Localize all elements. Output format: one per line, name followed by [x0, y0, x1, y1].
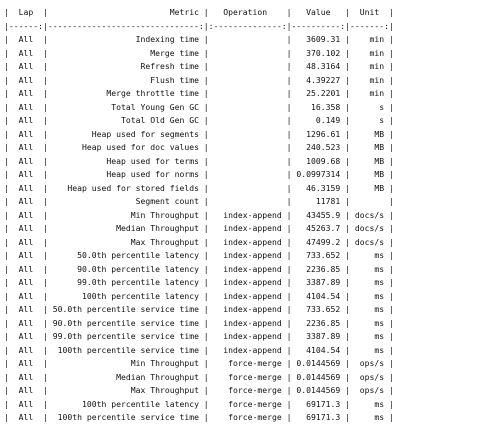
cell-unit: min [354, 88, 385, 98]
cell-operation: index-append [213, 236, 282, 247]
table-row: | All | Median Throughput | force-merge | 0.0144569 | ops/s | [4, 371, 394, 382]
cell-metric: Median Throughput [52, 371, 199, 382]
cell-operation: index-append [213, 209, 282, 220]
cell-metric: Heap used for norms [52, 169, 199, 179]
cell-unit: docs/s [354, 236, 385, 247]
table-body [4, 33, 500, 425]
table-row: | All | Flush time | | 4.39227 | min | [4, 74, 394, 85]
cell-operation: index-append [213, 304, 282, 314]
cell-value: 4.39227 [296, 74, 341, 85]
cell-unit: MB [354, 182, 385, 193]
table-row: | All | Indexing time | | 3609.31 | min | [4, 34, 394, 44]
cell-value: 69171.3 [296, 398, 341, 409]
cell-lap: All [13, 277, 39, 287]
cell-operation: force-merge [213, 385, 282, 395]
cell-unit: s [354, 101, 385, 112]
cell-lap: All [13, 398, 39, 409]
cell-metric: 50.0th percentile latency [52, 250, 199, 260]
table-row: | All | Refresh time | | 48.3164 | min | [4, 61, 394, 71]
cell-operation: index-append [213, 290, 282, 301]
cell-value: 4104.54 [296, 290, 341, 301]
cell-lap: All [13, 223, 39, 233]
cell-value: 2236.85 [296, 263, 341, 274]
cell-value: 1296.61 [296, 128, 341, 139]
cell-metric: 90.0th percentile service time [52, 317, 199, 328]
cell-lap: All [13, 196, 39, 206]
cell-operation [214, 34, 282, 44]
cell-lap: All [13, 290, 39, 301]
cell-unit: ms [354, 398, 385, 409]
cell-operation [214, 88, 282, 98]
table-row: | All | Median Throughput | index-append | 45263.7 | docs/s | [4, 223, 394, 233]
cell-operation: force-merge [213, 412, 282, 422]
table-row: | All | Merge time | | 370.102 | min | [4, 47, 394, 58]
cell-lap: All [13, 209, 39, 220]
cell-lap: All [13, 155, 39, 166]
cell-unit: MB [354, 128, 385, 139]
cell-metric: 99.0th percentile latency [52, 277, 199, 287]
cell-lap: All [13, 74, 39, 85]
cell-unit: ops/s [354, 371, 385, 382]
table-row: | All | Merge throttle time | | 25.2201 | min | [4, 88, 394, 98]
cell-lap: All [13, 331, 39, 341]
cell-value: 48.3164 [296, 61, 341, 71]
cell-value: 0.0144569 [296, 358, 341, 368]
cell-lap: All [13, 34, 39, 44]
cell-operation [214, 48, 282, 58]
cell-unit: ops/s [354, 358, 385, 368]
cell-lap: All [13, 344, 39, 355]
table-row: | All | Heap used for stored fields | | 46.3159 | MB | [4, 182, 394, 193]
header-lap: Lap [13, 7, 39, 17]
cell-operation [214, 115, 282, 125]
header-unit: Unit [354, 7, 385, 17]
cell-value: 1009.68 [296, 155, 341, 166]
cell-operation: index-append [213, 331, 282, 341]
table-row: | All | 99.0th percentile service time | index-append | 3387.89 | ms | [4, 331, 394, 341]
cell-unit: min [354, 61, 385, 71]
table-row: | All | 50.0th percentile latency | index-append | 733.652 | ms | [4, 250, 394, 260]
cell-value: 0.149 [296, 115, 341, 125]
cell-lap: All [13, 304, 39, 314]
cell-metric: Merge time [52, 47, 199, 58]
cell-value: 4104.54 [296, 344, 341, 355]
cell-unit: ms [354, 263, 385, 274]
cell-value: 69171.3 [296, 412, 341, 422]
cell-metric: 100th percentile latency [52, 398, 199, 409]
cell-metric: Max Throughput [52, 236, 199, 247]
cell-lap: All [13, 385, 39, 395]
table-row: | All | 100th percentile service time | index-append | 4104.54 | ms | [4, 344, 394, 355]
cell-value: 370.102 [296, 47, 341, 58]
cell-operation [214, 156, 282, 166]
cell-operation [214, 129, 282, 139]
cell-metric: Segment count [52, 196, 199, 206]
table-row: | All | Max Throughput | force-merge | 0.0144569 | ops/s | [4, 385, 394, 395]
cell-unit: ms [354, 290, 385, 301]
cell-metric: 90.0th percentile latency [52, 263, 199, 274]
cell-operation [214, 102, 282, 112]
cell-operation [214, 183, 282, 193]
cell-unit: min [354, 47, 385, 58]
cell-value: 43455.9 [296, 209, 341, 220]
cell-unit: ms [354, 304, 385, 314]
table-header-row: | Lap | Metric | Operation | Value | Unit | [4, 7, 394, 17]
table-row: | All | Min Throughput | index-append | 43455.9 | docs/s | [4, 209, 394, 220]
cell-lap: All [13, 412, 39, 422]
cell-unit: ms [354, 412, 385, 422]
table-row: | All | 100th percentile latency | force-merge | 69171.3 | ms | [4, 398, 394, 409]
cell-value: 3609.31 [296, 34, 341, 44]
cell-metric: Heap used for doc values [52, 142, 199, 152]
cell-metric: 100th percentile latency [52, 290, 199, 301]
cell-operation [214, 75, 282, 85]
table-row: | All | 100th percentile latency | index-append | 4104.54 | ms | [4, 290, 394, 301]
cell-operation: force-merge [213, 371, 282, 382]
cell-unit: MB [354, 142, 385, 152]
cell-metric: Min Throughput [52, 209, 199, 220]
cell-value: 47499.2 [296, 236, 341, 247]
cell-lap: All [13, 263, 39, 274]
cell-operation: force-merge [213, 358, 282, 368]
cell-operation [214, 142, 282, 152]
cell-lap: All [13, 47, 39, 58]
cell-value: 16.358 [296, 101, 341, 112]
cell-lap: All [13, 169, 39, 179]
cell-value: 0.0997314 [296, 169, 341, 179]
cell-lap: All [13, 101, 39, 112]
cell-value: 25.2201 [296, 88, 341, 98]
cell-operation: force-merge [213, 398, 282, 409]
cell-operation: index-append [213, 317, 282, 328]
cell-metric: Indexing time [52, 34, 199, 44]
table-row: | All | Heap used for doc values | | 240.523 | MB | [4, 142, 394, 152]
cell-value: 3387.89 [296, 277, 341, 287]
cell-value: 0.0144569 [296, 385, 341, 395]
header-metric: Metric [52, 7, 199, 17]
cell-lap: All [13, 128, 39, 139]
table-row: | All | Heap used for segments | | 1296.61 | MB | [4, 128, 394, 139]
cell-unit: min [354, 74, 385, 85]
cell-operation [214, 196, 282, 206]
cell-value: 46.3159 [296, 182, 341, 193]
cell-value: 2236.85 [296, 317, 341, 328]
cell-operation [214, 169, 282, 179]
table-separator-row: |------:|-------------------------------:|:--------------:|----------:|-------:| [4, 20, 394, 31]
table-row: | All | Max Throughput | index-append | 47499.2 | docs/s | [4, 236, 394, 247]
cell-metric: Total Young Gen GC [52, 101, 199, 112]
cell-unit: ms [354, 317, 385, 328]
cell-unit: ms [354, 344, 385, 355]
cell-metric: 100th percentile service time [52, 412, 199, 422]
cell-lap: All [13, 371, 39, 382]
table-row: | All | 90.0th percentile service time | index-append | 2236.85 | ms | [4, 317, 394, 328]
cell-metric: Merge throttle time [52, 88, 199, 98]
table-row: | All | 50.0th percentile service time | index-append | 733.652 | ms | [4, 304, 394, 314]
cell-metric: 99.0th percentile service time [52, 331, 199, 341]
cell-operation: index-append [213, 277, 282, 287]
table-row: | All | 90.0th percentile latency | index-append | 2236.85 | ms | [4, 263, 394, 274]
table-row: | All | 100th percentile service time | force-merge | 69171.3 | ms | [4, 412, 394, 422]
cell-value: 45263.7 [296, 223, 341, 233]
cell-unit: MB [354, 155, 385, 166]
cell-lap: All [13, 236, 39, 247]
cell-lap: All [13, 182, 39, 193]
cell-metric: Min Throughput [52, 358, 199, 368]
cell-lap: All [13, 115, 39, 125]
cell-unit: ms [354, 277, 385, 287]
cell-lap: All [13, 61, 39, 71]
cell-metric: Median Throughput [52, 223, 199, 233]
header-operation: Operation [213, 7, 282, 17]
header-value: Value [296, 7, 341, 17]
table-row: | All | Min Throughput | force-merge | 0.0144569 | ops/s | [4, 358, 394, 368]
table-row: | All | Segment count | | 11781 | | [4, 196, 394, 206]
table-row: | All | Total Young Gen GC | | 16.358 | s | [4, 101, 394, 112]
cell-lap: All [13, 250, 39, 260]
cell-value: 11781 [296, 196, 341, 206]
cell-operation: index-append [213, 223, 282, 233]
cell-unit: min [354, 34, 385, 44]
cell-operation [214, 61, 282, 71]
table-row: | All | Total Old Gen GC | | 0.149 | s | [4, 115, 394, 125]
cell-unit: ops/s [354, 385, 385, 395]
table-row: | All | 99.0th percentile latency | index-append | 3387.89 | ms | [4, 277, 394, 287]
table-row: | All | Heap used for terms | | 1009.68 | MB | [4, 155, 394, 166]
cell-metric: Refresh time [52, 61, 199, 71]
cell-unit: docs/s [354, 209, 385, 220]
cell-metric: 100th percentile service time [52, 344, 199, 355]
cell-metric: Flush time [52, 74, 199, 85]
cell-metric: Heap used for stored fields [52, 182, 199, 193]
cell-lap: All [13, 142, 39, 152]
cell-unit: ms [354, 331, 385, 341]
cell-unit: MB [354, 169, 385, 179]
cell-unit: ms [354, 250, 385, 260]
cell-lap: All [13, 358, 39, 368]
table-row: | All | Heap used for norms | | 0.0997314 | MB | [4, 169, 394, 179]
cell-metric: Heap used for segments [52, 128, 199, 139]
cell-value: 0.0144569 [296, 371, 341, 382]
cell-lap: All [13, 317, 39, 328]
cell-metric: Heap used for terms [52, 155, 199, 166]
cell-operation: index-append [213, 250, 282, 260]
cell-unit: docs/s [354, 223, 385, 233]
cell-operation: index-append [213, 263, 282, 274]
cell-value: 733.652 [296, 250, 341, 260]
cell-metric: Total Old Gen GC [52, 115, 199, 125]
cell-metric: 50.0th percentile service time [52, 304, 199, 314]
cell-metric: Max Throughput [52, 385, 199, 395]
cell-operation: index-append [213, 344, 282, 355]
cell-value: 240.523 [296, 142, 341, 152]
cell-unit: s [354, 115, 385, 125]
cell-unit [355, 196, 384, 206]
cell-value: 733.652 [296, 304, 341, 314]
cell-value: 3387.89 [296, 331, 341, 341]
cell-lap: All [13, 88, 39, 98]
